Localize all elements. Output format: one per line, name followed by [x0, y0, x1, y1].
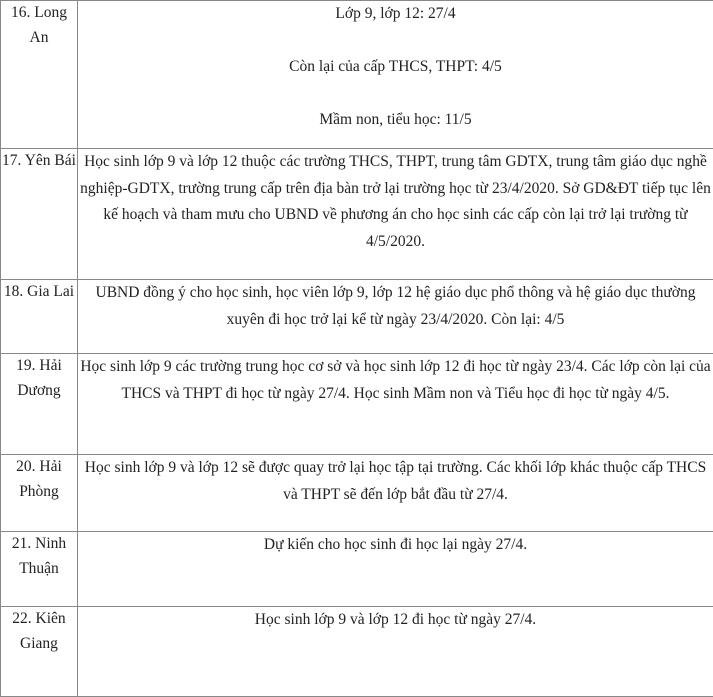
content-cell [78, 455, 713, 532]
province-cell: 17. Yên Bái [1, 149, 78, 280]
content-text: Dự kiến cho học sinh đi học lại ngày 27/4. [78, 532, 713, 559]
content-text: Học sinh lớp 9 và lớp 12 đi học từ ngày 27/4. [78, 607, 713, 634]
province-cell: 18. Gia Lai [1, 280, 78, 354]
province-cell: 16. Long An [1, 1, 78, 149]
content-line: Mầm non, tiểu học: 11/5 [78, 107, 713, 134]
content-cell [78, 149, 713, 280]
table-row [1, 354, 713, 455]
province-cell: 22. Kiên Giang [1, 607, 78, 697]
content-cell [78, 607, 713, 697]
table-row [1, 532, 713, 607]
content-text: Học sinh lớp 9 và lớp 12 sẽ được quay trở lại học tập tại trường. Các khối lớp khác thuộc cấp THCS và THPT sẽ đến lớp bắt đầu từ 27/4. [78, 455, 713, 508]
content-text: UBND đồng ý cho học sinh, học viên lớp 9, lớp 12 hệ giáo dục phổ thông và hệ giáo dục thường xuyên đi học trở lại kể từ ngày 23/4/2020. Còn lại: 4/5 [78, 280, 713, 333]
table-row [1, 149, 713, 280]
province-cell: 19. Hải Dương [1, 354, 78, 455]
content-line: Còn lại của cấp THCS, THPT: 4/5 [78, 54, 713, 81]
content-text: Học sinh lớp 9 các trường trung học cơ sở và học sinh lớp 12 đi học từ ngày 23/4. Các lớp còn lại của THCS và THPT đi học từ ngày 27/4. Học sinh Mầm non và Tiểu học đi học từ ngày 4/5. [78, 354, 713, 407]
content-cell [78, 1, 713, 149]
content-cell [78, 532, 713, 607]
table-row [1, 280, 713, 354]
province-cell: 21. Ninh Thuận [1, 532, 78, 607]
content-cell [78, 280, 713, 354]
content-line: Lớp 9, lớp 12: 27/4 [78, 1, 713, 28]
province-cell: 20. Hải Phòng [1, 455, 78, 532]
table-row [1, 455, 713, 532]
table-row [1, 1, 713, 149]
content-text: Học sinh lớp 9 và lớp 12 thuộc các trường THCS, THPT, trung tâm GDTX, trung tâm giáo dục nghề nghiệp-GDTX, trường trung cấp trên địa bàn trở lại trường học từ 23/4/2020. Sở GD&ĐT tiếp tục lên kế hoạch và tham mưu cho UBND về phương án cho học sinh các cấp còn lại trở lại trường từ 4/5/2020. [78, 149, 713, 255]
table-row [1, 607, 713, 697]
content-cell [78, 354, 713, 455]
